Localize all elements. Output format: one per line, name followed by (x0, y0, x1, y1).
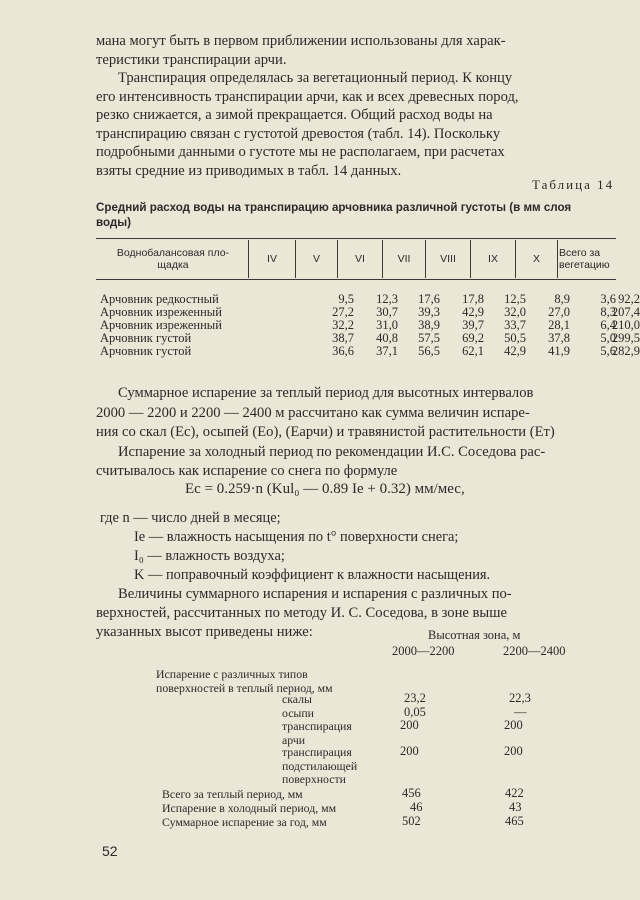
header-cell-month: IX (488, 253, 498, 265)
cell: 92,2 (618, 292, 640, 306)
cell: 17,8 (462, 292, 484, 306)
cell: 27,0 (548, 305, 570, 319)
evaporation-paragraph (96, 384, 616, 482)
header-text: вегетацию (559, 259, 610, 271)
text-line: взяты средние из приводимых в табл. 14 данных. (96, 162, 402, 179)
text-line: верхностей, рассчитанных по методу И. С. Соседова, в зоне выше (96, 605, 507, 621)
table-row (96, 331, 640, 345)
evap-title (156, 668, 333, 695)
header-cell-month: VI (355, 253, 365, 265)
cell: 27,2 (332, 305, 354, 319)
cell: 6,4 (600, 318, 616, 332)
cell: 36,6 (332, 344, 354, 358)
evap-item-value: — (514, 705, 527, 719)
evap-item-value: 200 (400, 744, 419, 758)
cell: 41,9 (548, 344, 570, 358)
evap-item-value: 200 (504, 744, 523, 758)
header-cell-month: IV (267, 253, 277, 265)
cell: 30,7 (376, 305, 398, 319)
evap-item-value: 22,3 (509, 691, 531, 705)
sosedov-paragraph (96, 585, 616, 642)
table-caption (96, 200, 571, 230)
cell: 8,3 (600, 305, 616, 319)
text-line: считывалось как испарение со снега по формуле (96, 463, 398, 479)
evap-total-value: 46 (410, 800, 423, 814)
header-cell-total (559, 247, 617, 271)
text-line: мана могут быть в первом приближении использованы для харак- (96, 33, 506, 49)
evap-item-label-line: подстилающей (282, 758, 358, 773)
caption-line: воды) (96, 216, 132, 229)
text-line: ния со скал (Eс), осыпей (Eо), (Eарчи) и травянистой растительности (Eт) (96, 424, 555, 440)
transpiration-paragraph (96, 69, 616, 180)
header-cell-month: VIII (440, 253, 456, 265)
zone-2: 2200—2400 (503, 644, 566, 658)
header-text: щадка (157, 259, 189, 271)
cell: 3,6 (600, 292, 616, 306)
definition-k: K — поправочный коэффициент к влажности насыщения. (134, 567, 491, 583)
cell: 17,6 (418, 292, 440, 306)
cell: 12,3 (376, 292, 398, 306)
zone-1: 2000—2200 (392, 644, 455, 658)
column-divider (425, 240, 426, 278)
formula: Eс = 0.259·n (Kul₀ — 0.89 Ie + 0.32) мм/мес, (185, 481, 465, 497)
header-cell-month: VII (397, 253, 411, 265)
cell: 42,9 (462, 305, 484, 319)
evap-item-label-line: транспирация (282, 745, 352, 759)
page-number: 52 (102, 843, 118, 859)
cell: 40,8 (376, 331, 398, 345)
text-line: резко снижается, а зимой прекращается. Общий расход воды на (96, 107, 493, 123)
column-divider (382, 240, 383, 278)
text-line: 2000 — 2200 и 2200 — 2400 м рассчитано как сумма величин испаре- (96, 404, 530, 421)
evap-title-line: Испарение с различных типов (156, 667, 308, 681)
evap-item-label: скалы (282, 692, 312, 706)
header-cell-month: V (312, 253, 320, 265)
evap-total-value: 465 (505, 814, 524, 828)
column-divider (470, 240, 471, 278)
column-divider (515, 240, 516, 278)
cell: 28,1 (548, 318, 570, 332)
cell: 50,5 (504, 331, 526, 345)
column-divider (557, 240, 558, 278)
cell: 32,2 (332, 318, 354, 332)
header-cell-month: X (532, 253, 540, 265)
cell: 69,2 (462, 331, 484, 345)
evap-item-label: осыпи (282, 706, 314, 720)
cell: 282,9 (611, 344, 640, 358)
text-line: теристики транспирации арчи. (96, 51, 287, 68)
evap-total-value: 456 (402, 786, 421, 800)
evap-item-value: 0,05 (404, 705, 426, 719)
column-divider (337, 240, 338, 278)
definition-i0: I₀ — влажность воздуха; (134, 548, 285, 564)
cell: 62,1 (462, 344, 484, 358)
evap-item-value: 200 (400, 718, 419, 732)
text-line: транспирацию связан с густотой древостоя (табл. 14). Поскольку (96, 125, 501, 142)
cell: 31,0 (376, 318, 398, 332)
evap-total-label: Суммарное испарение за год, мм (162, 815, 327, 829)
cell: 207,4 (611, 305, 640, 319)
evap-total-value: 502 (402, 814, 421, 828)
table-row (96, 292, 640, 306)
text-line: Суммарное испарение за теплый период для высотных интервалов (118, 385, 534, 401)
evap-item-value: 23,2 (404, 691, 426, 705)
cell: 37,1 (376, 344, 398, 358)
cell: 299,5 (611, 331, 640, 345)
cell: 37,8 (548, 331, 570, 345)
cell: 32,0 (504, 305, 526, 319)
cell: 56,5 (418, 344, 440, 358)
cell: 5,0 (600, 331, 616, 345)
top-paragraph (96, 32, 616, 69)
header-text: Воднобалансовая пло- (116, 247, 230, 259)
text-line: подробными данными о густоте мы не располагаем, при расчетах (96, 144, 505, 160)
evap-item-label-line: поверхности (282, 772, 346, 786)
evap-item-label (282, 720, 352, 747)
text-line: Транспирация определялась за вегетационный период. К концу (118, 70, 513, 86)
table-label: Таблица 14 (532, 177, 615, 192)
table-row (96, 305, 640, 319)
evap-title-line: поверхностей в теплый период, мм (156, 680, 333, 695)
cell: 210,0 (611, 318, 640, 332)
evap-item-label-line: транспирация (282, 719, 352, 733)
cell: 57,5 (418, 331, 440, 345)
evap-item-label (282, 746, 357, 787)
text-line: указанных высот приведены ниже: (96, 624, 313, 640)
header-cell-site (100, 247, 246, 271)
table-row (96, 318, 640, 332)
evap-total-value: 422 (505, 786, 524, 800)
evap-item-value: 200 (504, 718, 523, 732)
row-name: Арчовник изреженный (100, 318, 222, 332)
cell: 38,9 (418, 318, 440, 332)
evap-item-label-line: арчи (282, 732, 306, 747)
evap-total-label: Всего за теплый период, мм (162, 787, 303, 801)
cell: 5,6 (600, 344, 616, 358)
text-line: его интенсивность транспирации арчи, как и всех древесных пород, (96, 88, 519, 105)
cell: 12,5 (504, 292, 526, 306)
zone-header: Высотная зона, м (428, 628, 521, 642)
definition-ie: Ie — влажность насыщения по t° поверхности снега; (134, 529, 459, 545)
row-name: Арчовник редкостный (100, 292, 219, 306)
header-text: Всего за (559, 247, 601, 259)
cell: 33,7 (504, 318, 526, 332)
caption-line: Средний расход воды на транспирацию арчовника различной густоты (в мм слоя (96, 201, 572, 214)
row-name: Арчовник густой (100, 331, 192, 345)
cell: 8,9 (554, 292, 570, 306)
evap-total-value: 43 (509, 800, 522, 814)
cell: 38,7 (332, 331, 354, 345)
cell: 42,9 (504, 344, 526, 358)
evap-total-label: Испарение в холодный период, мм (162, 801, 337, 815)
row-name: Арчовник изреженный (100, 305, 222, 319)
cell: 9,5 (338, 292, 354, 306)
definition-n: где n — число дней в месяце; (100, 510, 281, 526)
table-header-rule (96, 279, 616, 280)
column-divider (248, 240, 249, 278)
table-top-rule (96, 238, 616, 239)
table-row (96, 344, 640, 358)
text-line: Величины суммарного испарения и испарения с различных по- (118, 586, 512, 602)
text-line: Испарение за холодный период по рекомендации И.С. Соседова рас- (118, 443, 546, 460)
cell: 39,7 (462, 318, 484, 332)
row-name: Арчовник густой (100, 344, 192, 358)
column-divider (295, 240, 296, 278)
cell: 39,3 (418, 305, 440, 319)
